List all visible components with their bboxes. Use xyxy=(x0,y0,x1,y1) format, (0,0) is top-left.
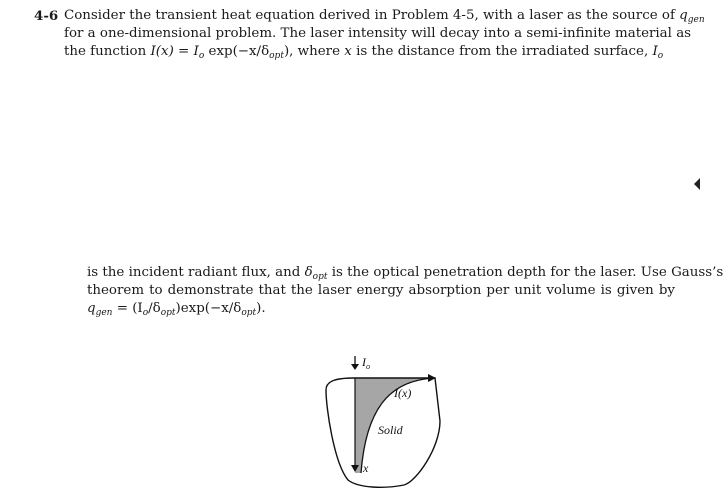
problem-number: 4-6 xyxy=(34,8,59,24)
result-eq-part-3: )exp(−x/δ xyxy=(175,301,242,316)
result-io-subscript: o xyxy=(142,308,149,318)
q-gen-symbol: q xyxy=(679,8,688,23)
intensity-function: I(x) = I xyxy=(150,44,199,59)
result-opt-subscript-2: opt xyxy=(241,308,257,318)
p2-line-2: theorem to demonstrate that the laser energy absorption per unit volume is given by xyxy=(87,283,675,298)
q-gen-subscript: gen xyxy=(687,15,705,25)
p1-line-1-text: Consider the transient heat equation derived in Problem 4-5, with a laser as the source of xyxy=(64,8,675,23)
result-eq-part-1: = (I xyxy=(116,301,143,316)
p1-line-1 xyxy=(64,7,705,25)
delta-subscript: opt xyxy=(312,272,328,282)
problem-paragraph-2 xyxy=(87,264,723,318)
curve-label: I(x) xyxy=(394,386,412,400)
exp-term: exp(−x/δ xyxy=(208,44,270,59)
result-opt-subscript-1: opt xyxy=(160,308,176,318)
p1-line-3 xyxy=(64,43,664,61)
figure-svg xyxy=(300,348,440,493)
q-gen-result-subscript: gen xyxy=(95,308,113,318)
incident-arrow-head xyxy=(351,364,359,370)
result-eq-end: ). xyxy=(256,301,266,316)
laser-absorption-figure xyxy=(300,348,440,493)
page-edge-marker xyxy=(694,178,700,190)
solid-label: Solid xyxy=(378,423,403,437)
x-variable: x xyxy=(344,44,352,59)
problem-paragraph-1 xyxy=(34,7,705,61)
p1-line-3-tail: is the distance from the irradiated surface, xyxy=(356,44,649,59)
p2-line-1-tail: is the optical penetration depth for the laser. Use Gauss’s xyxy=(331,265,723,280)
delta-symbol: δ xyxy=(304,265,313,280)
p1-line-3-lead: the function xyxy=(64,44,147,59)
io-subscript: o xyxy=(198,51,205,61)
p1-line-3-where: ), where xyxy=(283,44,341,59)
io-symbol-subscript: o xyxy=(657,51,664,61)
p1-line-2: for a one-dimensional problem. The laser intensity will decay into a semi-infinite material as xyxy=(64,26,692,41)
p2-line-1-lead: is the incident radiant flux, and xyxy=(87,265,301,280)
x-axis-label: x xyxy=(363,461,369,475)
opt-subscript: opt xyxy=(269,51,284,61)
p2-line-1 xyxy=(87,264,723,282)
io-symbol: I xyxy=(652,44,658,59)
q-gen-result-symbol: q xyxy=(87,301,96,316)
result-eq-part-2: /δ xyxy=(148,301,161,316)
incident-label: $I_o$ xyxy=(362,355,370,371)
p2-line-3 xyxy=(87,300,675,318)
